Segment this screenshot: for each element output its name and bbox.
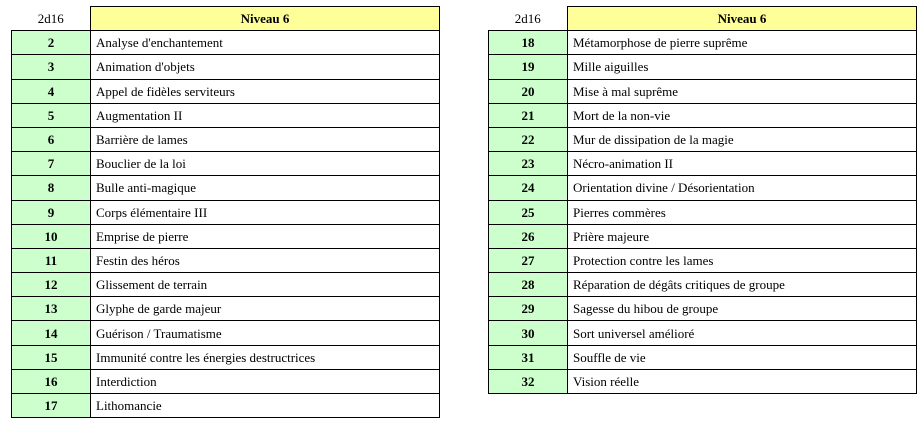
spell-name-cell: Nécro-animation II bbox=[568, 152, 917, 176]
table-row bbox=[12, 152, 440, 176]
table-body bbox=[489, 31, 917, 394]
spell-name-cell: Orientation divine / Désorientation bbox=[568, 176, 917, 200]
dice-header: 2d16 bbox=[37, 10, 64, 26]
roll-cell: 15 bbox=[12, 345, 91, 369]
table-row bbox=[12, 394, 440, 418]
table-row bbox=[12, 297, 440, 321]
roll-cell: 13 bbox=[12, 297, 91, 321]
spell-name-cell: Glyphe de garde majeur bbox=[91, 297, 440, 321]
table-row bbox=[489, 345, 917, 369]
spell-name-cell: Vision réelle bbox=[568, 369, 917, 393]
spell-name-cell: Mur de dissipation de la magie bbox=[568, 127, 917, 151]
spell-name-cell: Appel de fidèles serviteurs bbox=[91, 79, 440, 103]
table-row bbox=[12, 224, 440, 248]
roll-cell: 3 bbox=[12, 55, 91, 79]
roll-cell: 16 bbox=[12, 369, 91, 393]
roll-cell: 18 bbox=[489, 31, 568, 55]
table-row bbox=[12, 176, 440, 200]
spell-name-cell: Prière majeure bbox=[568, 224, 917, 248]
table-row bbox=[12, 127, 440, 151]
spell-name-cell: Festin des héros bbox=[91, 248, 440, 272]
roll-cell: 7 bbox=[12, 152, 91, 176]
spell-name-cell: Emprise de pierre bbox=[91, 224, 440, 248]
table-row bbox=[12, 31, 440, 55]
spell-table-right bbox=[488, 6, 917, 394]
roll-cell: 4 bbox=[12, 79, 91, 103]
spell-name-cell: Augmentation II bbox=[91, 103, 440, 127]
roll-cell: 9 bbox=[12, 200, 91, 224]
spell-name-cell: Métamorphose de pierre suprême bbox=[568, 31, 917, 55]
spell-name-cell: Corps élémentaire III bbox=[91, 200, 440, 224]
roll-cell: 20 bbox=[489, 79, 568, 103]
table-row bbox=[489, 297, 917, 321]
table-row bbox=[489, 273, 917, 297]
table-row bbox=[12, 345, 440, 369]
table-row bbox=[12, 200, 440, 224]
table-row bbox=[489, 127, 917, 151]
spell-name-cell: Interdiction bbox=[91, 369, 440, 393]
spell-name-cell: Sort universel amélioré bbox=[568, 321, 917, 345]
table-row bbox=[489, 369, 917, 393]
table-row bbox=[12, 103, 440, 127]
roll-cell: 26 bbox=[489, 224, 568, 248]
roll-cell: 10 bbox=[12, 224, 91, 248]
roll-cell: 30 bbox=[489, 321, 568, 345]
roll-cell: 5 bbox=[12, 103, 91, 127]
table-row bbox=[489, 321, 917, 345]
spell-name-cell: Réparation de dégâts critiques de groupe bbox=[568, 273, 917, 297]
table-row bbox=[489, 103, 917, 127]
table-row bbox=[12, 369, 440, 393]
dice-header: 2d16 bbox=[514, 10, 541, 26]
roll-cell: 23 bbox=[489, 152, 568, 176]
roll-cell: 6 bbox=[12, 127, 91, 151]
table-row bbox=[489, 31, 917, 55]
spell-name-cell: Souffle de vie bbox=[568, 345, 917, 369]
table-header-row bbox=[12, 7, 440, 31]
roll-cell: 27 bbox=[489, 248, 568, 272]
spell-name-cell: Mise à mal suprême bbox=[568, 79, 917, 103]
table-row bbox=[12, 248, 440, 272]
spell-table-left bbox=[11, 6, 440, 418]
roll-cell: 25 bbox=[489, 200, 568, 224]
table-row bbox=[12, 79, 440, 103]
table-row bbox=[12, 273, 440, 297]
roll-cell: 24 bbox=[489, 176, 568, 200]
roll-cell: 11 bbox=[12, 248, 91, 272]
roll-cell: 8 bbox=[12, 176, 91, 200]
roll-cell: 22 bbox=[489, 127, 568, 151]
spell-name-cell: Immunité contre les énergies destructrices bbox=[91, 345, 440, 369]
spell-name-cell: Mille aiguilles bbox=[568, 55, 917, 79]
table-body bbox=[12, 31, 440, 418]
spell-name-cell: Animation d'objets bbox=[91, 55, 440, 79]
table-row bbox=[489, 248, 917, 272]
roll-cell: 28 bbox=[489, 273, 568, 297]
roll-cell: 31 bbox=[489, 345, 568, 369]
roll-cell: 19 bbox=[489, 55, 568, 79]
roll-cell: 17 bbox=[12, 394, 91, 418]
table-row bbox=[489, 79, 917, 103]
spell-name-cell: Pierres commères bbox=[568, 200, 917, 224]
spell-name-cell: Mort de la non-vie bbox=[568, 103, 917, 127]
table-row bbox=[489, 55, 917, 79]
spell-name-cell: Sagesse du hibou de groupe bbox=[568, 297, 917, 321]
spell-name-cell: Barrière de lames bbox=[91, 127, 440, 151]
roll-cell: 14 bbox=[12, 321, 91, 345]
table-row bbox=[12, 321, 440, 345]
roll-cell: 32 bbox=[489, 369, 568, 393]
level-header: Niveau 6 bbox=[568, 7, 917, 31]
spell-name-cell: Guérison / Traumatisme bbox=[91, 321, 440, 345]
spell-name-cell: Bulle anti-magique bbox=[91, 176, 440, 200]
roll-cell: 29 bbox=[489, 297, 568, 321]
table-row bbox=[489, 224, 917, 248]
spell-name-cell: Bouclier de la loi bbox=[91, 152, 440, 176]
spell-name-cell: Glissement de terrain bbox=[91, 273, 440, 297]
spell-name-cell: Lithomancie bbox=[91, 394, 440, 418]
table-header-row bbox=[489, 7, 917, 31]
table-row bbox=[489, 152, 917, 176]
table-row bbox=[489, 176, 917, 200]
roll-cell: 2 bbox=[12, 31, 91, 55]
level-header: Niveau 6 bbox=[91, 7, 440, 31]
table-row bbox=[489, 200, 917, 224]
roll-cell: 12 bbox=[12, 273, 91, 297]
spell-name-cell: Protection contre les lames bbox=[568, 248, 917, 272]
spell-name-cell: Analyse d'enchantement bbox=[91, 31, 440, 55]
roll-cell: 21 bbox=[489, 103, 568, 127]
table-row bbox=[12, 55, 440, 79]
